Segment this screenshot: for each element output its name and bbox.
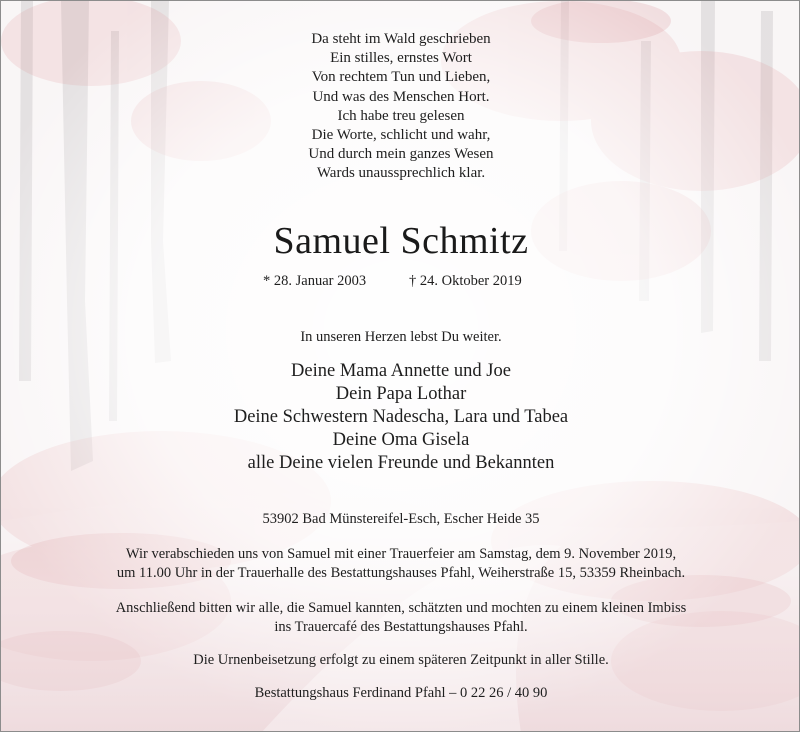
mourner-line: Deine Schwestern Nadescha, Lara und Tabea bbox=[233, 407, 569, 427]
poem-line: Von rechtem Tun und Lieben, bbox=[311, 69, 491, 86]
birth-date: * 28. Januar 2003 bbox=[263, 273, 367, 289]
mourner-line: alle Deine vielen Freunde und Bekannten bbox=[247, 453, 555, 473]
death-date: † 24. Oktober 2019 bbox=[409, 273, 522, 289]
poem-line: Wards unaussprechlich klar. bbox=[316, 165, 486, 182]
farewell-ceremony-text bbox=[1, 545, 800, 583]
reception-line: Anschließend bitten wir alle, die Samuel kannten, schätzten und mochten zu einem kleinen Imbiss bbox=[115, 600, 687, 616]
poem-line: Und was des Menschen Hort. bbox=[312, 88, 490, 105]
reception-text bbox=[1, 599, 800, 637]
poem-line: Da steht im Wald geschrieben bbox=[311, 31, 491, 47]
motto: In unseren Herzen lebst Du weiter. bbox=[300, 329, 502, 345]
farewell-line: um 11.00 Uhr in der Trauerhalle des Bestattungshauses Pfahl, Weiherstraße 15, 53359 Rheinbach. bbox=[116, 565, 686, 581]
poem-line: Die Worte, schlicht und wahr, bbox=[311, 127, 491, 144]
mourner-line: Dein Papa Lothar bbox=[335, 384, 467, 404]
poem-line: Ich habe treu gelesen bbox=[337, 107, 465, 124]
farewell-line: Wir verabschieden uns von Samuel mit einer Trauerfeier am Samstag, dem 9. November 2019, bbox=[125, 546, 677, 562]
mourners-list bbox=[1, 360, 800, 475]
reception-line: ins Trauercafé des Bestattungshauses Pfahl. bbox=[274, 619, 528, 635]
poem-line: Ein stilles, ernstes Wort bbox=[330, 50, 472, 67]
deceased-name: Samuel Schmitz bbox=[273, 220, 529, 262]
mourner-line: Deine Oma Gisela bbox=[332, 430, 470, 450]
family-address: 53902 Bad Münstereifel-Esch, Escher Heide 35 bbox=[262, 511, 540, 527]
mourner-line: Deine Mama Annette und Joe bbox=[291, 361, 511, 381]
poem-line: Und durch mein ganzes Wesen bbox=[308, 146, 494, 163]
undertaker-contact: Bestattungshaus Ferdinand Pfahl – 0 22 26 / 40 90 bbox=[254, 685, 548, 701]
urn-burial-text: Die Urnenbeisetzung erfolgt zu einem späteren Zeitpunkt in aller Stille. bbox=[193, 652, 609, 668]
poem bbox=[1, 30, 800, 184]
